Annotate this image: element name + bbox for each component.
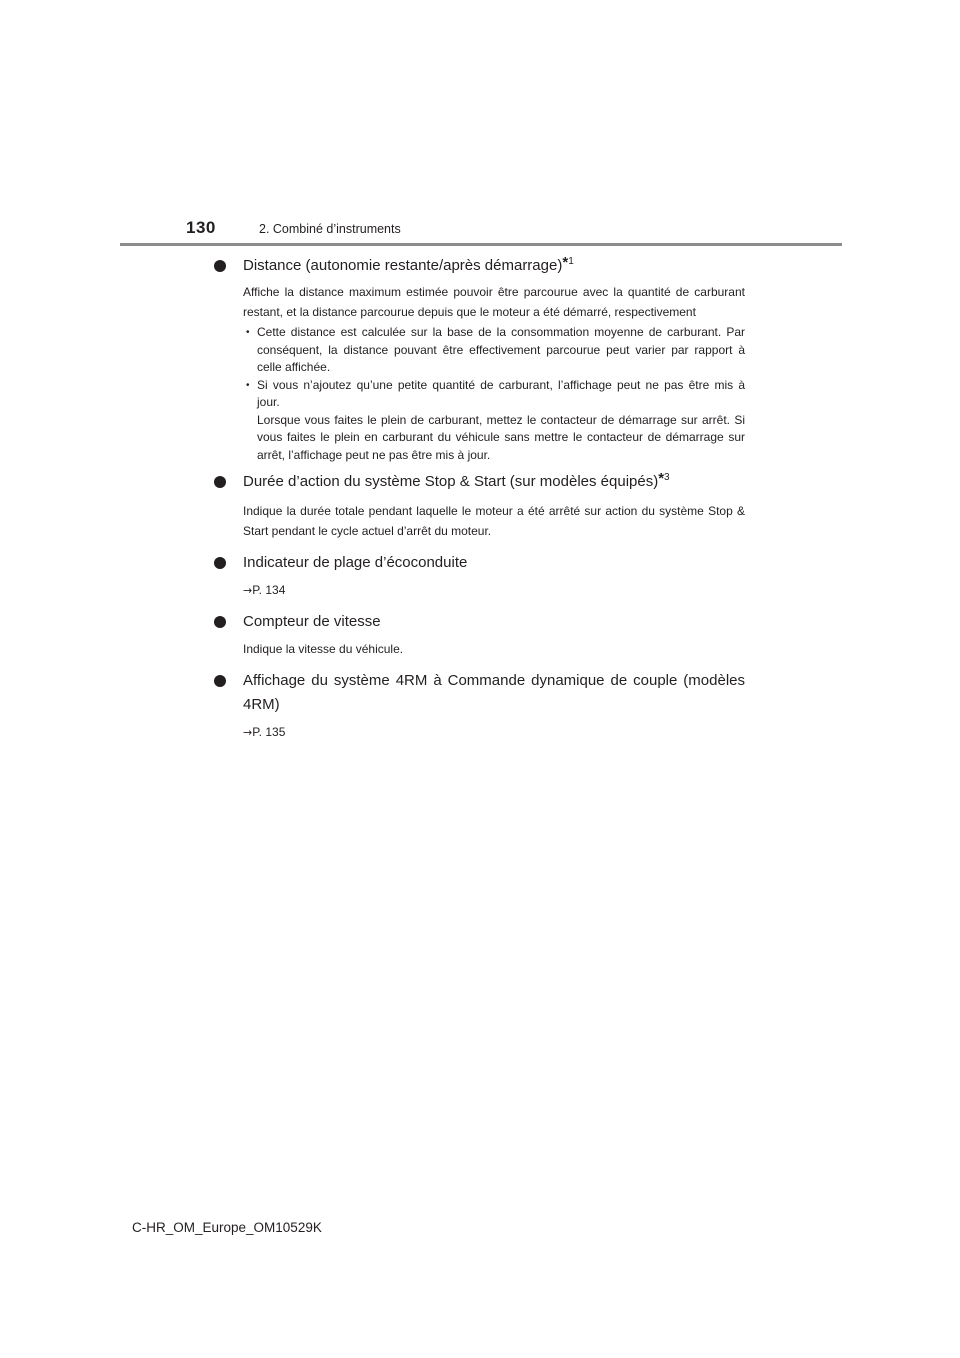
- footnote-ref: [562, 254, 574, 271]
- page-number: 130: [186, 218, 216, 237]
- list-item-distance: [214, 254, 745, 464]
- item-heading: [214, 470, 745, 494]
- footnote-ref: [658, 470, 670, 487]
- item-heading: [214, 669, 745, 717]
- note-item: [243, 377, 745, 465]
- item-body: [214, 283, 745, 464]
- bullet-icon: [214, 557, 226, 569]
- note-continuation: Lorsque vous faites le plein de carburant, mettez le contacteur de démarrage sur arrêt. Si vous faites le plein en carburant du véhicule sans mettre le contacteur de démarrage sur arrêt, l’affichage peut ne pas être mis à jour.: [257, 412, 745, 462]
- footnote-number: 1: [568, 256, 574, 267]
- item-description: Affiche la distance maximum estimée pouvoir être parcourue avec la quantité de carburant restant, et la distance parcourue depuis que le moteur a été démarré, respectivement: [243, 285, 745, 319]
- item-heading-text: Indicateur de plage d’écoconduite: [243, 554, 468, 571]
- bullet-icon: [214, 675, 226, 687]
- note-list: [243, 324, 745, 464]
- footnote-star: *: [658, 470, 665, 487]
- bullet-icon: [214, 476, 226, 488]
- bullet-icon: [214, 616, 226, 628]
- item-description: Indique la vitesse du véhicule.: [243, 641, 404, 656]
- footnote-number: 3: [664, 472, 670, 483]
- bullet-icon: [214, 260, 226, 272]
- item-heading: [214, 551, 745, 575]
- list-item-speedometer: [214, 610, 745, 660]
- page-reference-link[interactable]: P. 134: [252, 583, 286, 597]
- list-item-eco-indicator: [214, 551, 745, 601]
- item-body: [214, 723, 745, 743]
- item-heading-text: Compteur de vitesse: [243, 612, 381, 630]
- main-content: [214, 254, 745, 743]
- note-text: Si vous n’ajoutez qu’une petite quantité de carburant, l’affichage peut ne pas être mis à jour.: [257, 377, 745, 409]
- item-heading-text: Distance (autonomie restante/après démarrage): [243, 257, 563, 274]
- note-item: [243, 324, 745, 377]
- document-code: C-HR_OM_Europe_OM10529K: [132, 1220, 322, 1235]
- item-description: Indique la durée totale pendant laquelle le moteur a été arrêté sur action du système Stop & Start pendant le cycle actuel d’arrêt du moteur.: [243, 504, 745, 538]
- header-rule: [120, 243, 842, 246]
- arrow-right-icon: →: [243, 726, 253, 739]
- section-title: 2. Combiné d’instruments: [259, 222, 401, 236]
- page-reference-link[interactable]: P. 135: [252, 725, 286, 739]
- list-item-stop-start: [214, 470, 745, 541]
- item-body: [214, 581, 745, 601]
- note-text: Cette distance est calculée sur la base de la consommation moyenne de carburant. Par conséquent, la distance pouvant être effectivement parcourue peut varier par rapport à celle affichée.: [257, 325, 745, 374]
- arrow-right-icon: →: [243, 584, 253, 597]
- item-heading-text: Affichage du système 4RM à Commande dynamique de couple (modèles 4RM): [243, 672, 745, 713]
- item-heading: [214, 254, 745, 278]
- item-heading: [214, 610, 745, 634]
- list-item-4rm-display: [214, 669, 745, 743]
- item-body: [214, 502, 745, 541]
- item-body: [214, 640, 745, 660]
- item-heading-text: Durée d’action du système Stop & Start (sur modèles équipés): [243, 473, 659, 490]
- footnote-star: *: [562, 254, 569, 271]
